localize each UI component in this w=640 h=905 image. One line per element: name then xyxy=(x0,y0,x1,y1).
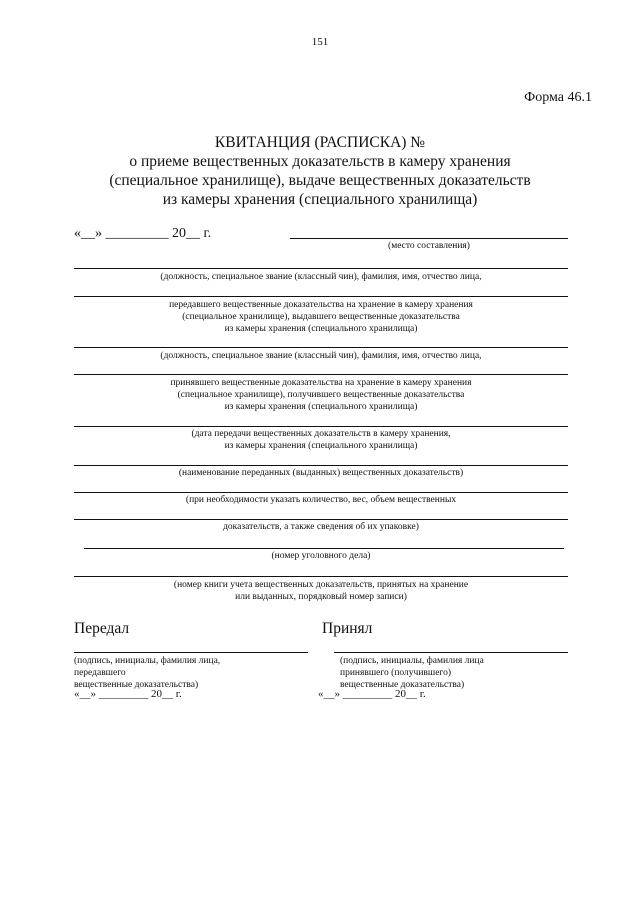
date-field[interactable]: «__» _________ 20__ г. xyxy=(74,226,212,241)
case-number-line[interactable] xyxy=(84,548,564,549)
quantity-line[interactable] xyxy=(74,492,568,493)
register-book-caption-1: (номер книги учета вещественных доказательств, принятых на хранение xyxy=(173,580,469,590)
packaging-line[interactable] xyxy=(74,519,568,520)
handed-over-caption-1: (подпись, инициалы, фамилия лица, xyxy=(74,656,221,666)
received-signature-line[interactable] xyxy=(334,652,568,653)
giver-line-2[interactable] xyxy=(74,296,568,297)
title-line-3: (специальное хранилище), выдаче вещественных доказательств xyxy=(109,172,531,189)
receiver-caption-3: (специальное хранилище), получившего вещественные доказательства xyxy=(177,390,465,400)
document-title xyxy=(0,133,640,209)
register-book-line[interactable] xyxy=(74,576,568,577)
title-line-2: о приеме вещественных доказательств в камеру хранения xyxy=(129,153,511,170)
received-caption-1: (подпись, инициалы, фамилия лица xyxy=(340,656,484,666)
giver-caption-3: (специальное хранилище), выдавшего вещественные доказательства xyxy=(182,312,460,322)
giver-caption-1: (должность, специальное звание (классный чин), фамилия, имя, отчество лица, xyxy=(160,272,482,282)
title-line-1: КВИТАНЦИЯ (РАСПИСКА) № xyxy=(214,134,426,151)
transfer-date-caption-2: из камеры хранения (специального хранилища) xyxy=(224,441,418,451)
transfer-date-caption-1: (дата передачи вещественных доказательств в камеру хранения, xyxy=(191,429,451,439)
giver-caption-2: передавшего вещественные доказательства на хранение в камеру хранения xyxy=(169,300,473,310)
handed-over-signature-line[interactable] xyxy=(74,652,308,653)
case-number-caption: (номер уголовного дела) xyxy=(271,551,371,561)
place-caption: (место составления) xyxy=(388,241,470,251)
quantity-caption: (при необходимости указать количество, вес, объем вещественных xyxy=(185,495,457,505)
form-label: Форма 46.1 xyxy=(524,90,592,105)
page-number: 151 xyxy=(311,36,329,48)
title-line-4: из камеры хранения (специального хранилища) xyxy=(162,191,478,208)
register-book-caption-2: или выданных, порядковый номер записи) xyxy=(235,592,407,602)
received-caption-2: принявшего (получившего) xyxy=(340,668,451,678)
handed-over-caption-3: вещественные доказательства) xyxy=(74,680,199,690)
received-heading: Принял xyxy=(322,620,373,637)
handed-over-date[interactable]: «__» _________ 20__ г. xyxy=(74,688,182,700)
items-caption: (наименование переданных (выданных) вещественных доказательств) xyxy=(178,468,464,478)
receiver-line-1[interactable] xyxy=(74,347,568,348)
items-line[interactable] xyxy=(74,465,568,466)
packaging-caption: доказательств, а также сведения об их упаковке) xyxy=(223,522,419,532)
receiver-caption-2: принявшего вещественные доказательства на хранение в камеру хранения xyxy=(170,378,472,388)
receiver-caption-4: из камеры хранения (специального хранилища) xyxy=(224,402,418,412)
received-date[interactable]: «__» _________ 20__ г. xyxy=(318,688,426,700)
receiver-caption-1: (должность, специальное звание (классный чин), фамилия, имя, отчество лица, xyxy=(160,351,482,361)
receiver-line-2[interactable] xyxy=(74,374,568,375)
handed-over-caption-2: передавшего xyxy=(74,668,126,678)
handed-over-heading: Передал xyxy=(74,620,130,637)
giver-caption-4: из камеры хранения (специального хранилища) xyxy=(224,324,418,334)
received-caption-3: вещественные доказательства) xyxy=(340,680,465,690)
giver-line-1[interactable] xyxy=(74,268,568,269)
place-line[interactable] xyxy=(290,238,568,239)
transfer-date-line[interactable] xyxy=(74,426,568,427)
